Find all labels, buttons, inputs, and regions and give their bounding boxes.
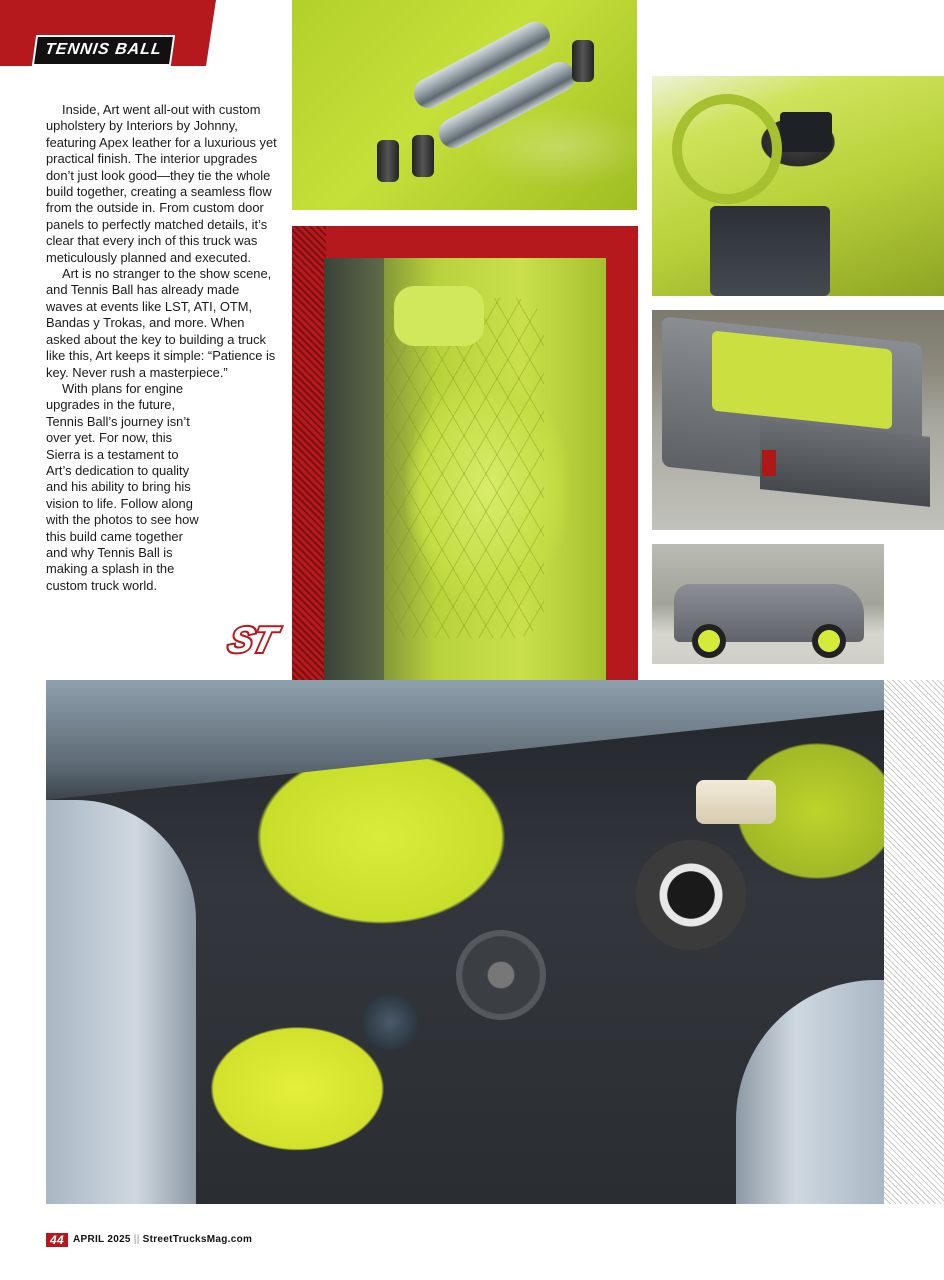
- paragraph-2: Art is no stranger to the show scene, and Tennis Ball has already made waves at events like LST, ATI, OTM, Bandas y Trokas, and more. When asked about the key to building a truck like this, Art keeps it simple: “Patience is key. Never rush a masterpiece.”: [46, 266, 276, 380]
- headrest: [394, 286, 484, 346]
- issue-date: APRIL 2025: [72, 1234, 131, 1245]
- brake-reservoir: [696, 780, 776, 824]
- air-tanks-photo: [292, 0, 637, 210]
- compressor-right: [412, 135, 434, 177]
- page-footer: [46, 1233, 252, 1247]
- coolant-cap: [362, 994, 418, 1050]
- tail-light: [762, 450, 776, 476]
- air-filter: [636, 840, 746, 950]
- alternator: [456, 930, 546, 1020]
- footer-separator: ||: [133, 1234, 140, 1245]
- page-number: 44: [46, 1233, 68, 1247]
- steering-wheel: [672, 94, 782, 204]
- rear-wheel: [812, 624, 846, 658]
- article-body: [46, 102, 278, 594]
- right-fender: [736, 980, 884, 1204]
- engine-hatch-pattern: [884, 680, 944, 1204]
- frame-hatch-pattern: [292, 226, 326, 712]
- dashboard-photo: [652, 76, 944, 296]
- side-profile-photo: [652, 544, 884, 664]
- seat-stitching: [384, 298, 544, 638]
- paragraph-1: Inside, Art went all-out with custom upholstery by Interiors by Johnny, featuring Apex leather for a luxurious yet practical finish. The interior upgrades don’t just look good—they tie the whole build together, creating a seamless flow from the outside in. From custom door panels to perfectly matched details, it’s clear that every inch of this truck was meticulously planned and executed.: [46, 102, 277, 265]
- door-pillar: [324, 258, 384, 680]
- paragraph-3: With plans for engine upgrades in the future, Tennis Ball’s journey isn’t over yet. For now, this Sierra is a testament to Art’s dedication to quality and his ability to bring his vision to life. Follow along with the photos to see how this build came together and why Tennis Ball is making a splash in the custom truck world.: [46, 380, 199, 593]
- truck-bed-photo: [652, 310, 944, 530]
- front-wheel: [692, 624, 726, 658]
- st-end-mark-icon: [222, 614, 281, 660]
- section-title: TENNIS BALL: [32, 35, 175, 66]
- left-fender: [46, 800, 196, 1204]
- compressor-left: [377, 140, 399, 182]
- center-console: [710, 206, 830, 296]
- engine-bay-photo: [46, 680, 884, 1204]
- compressor-top: [572, 40, 594, 82]
- site-link[interactable]: StreetTrucksMag.com: [142, 1234, 253, 1245]
- seat-photo: [324, 258, 606, 680]
- st-end-mark-text: ST: [224, 619, 281, 660]
- infotainment-screen: [780, 112, 832, 152]
